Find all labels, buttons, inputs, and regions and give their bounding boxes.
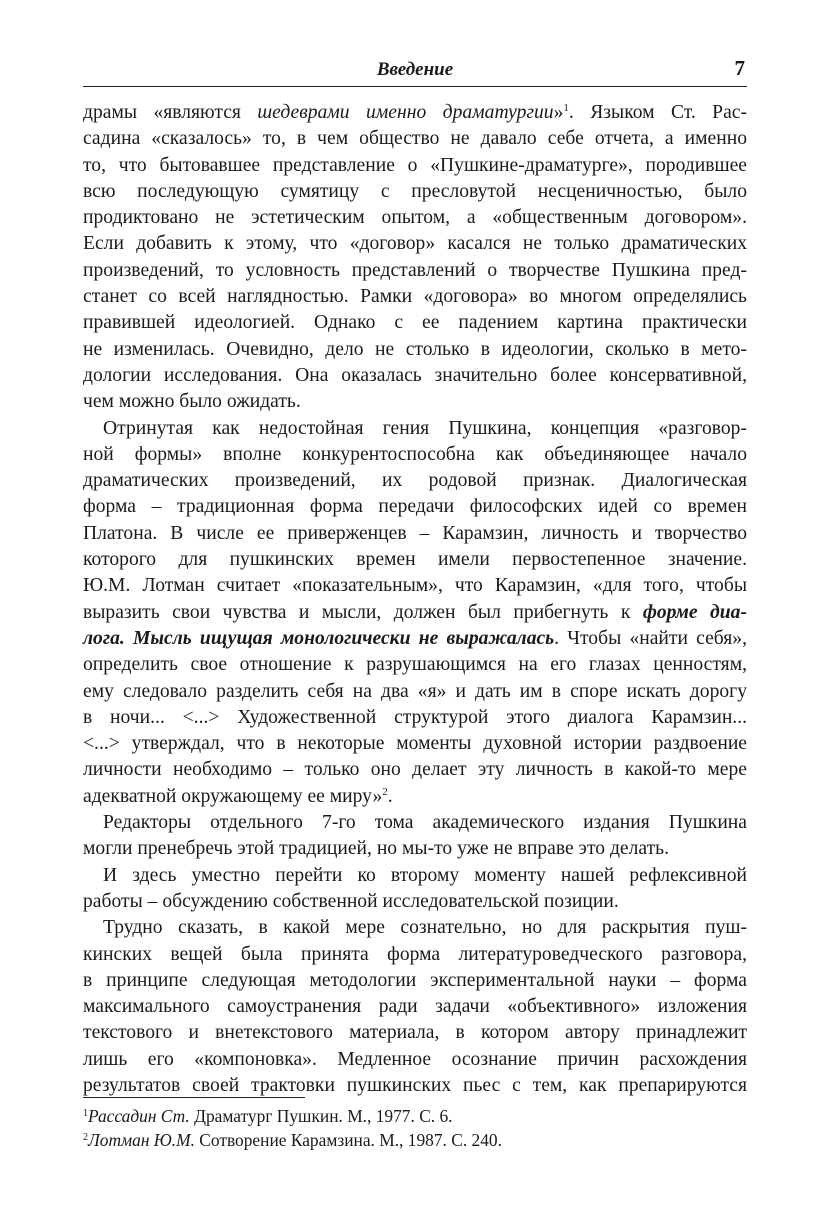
text-line: произведений, то условность представлений о творчестве Пушкина пред- [83,259,747,281]
text-line: в ночи... <...> Художественной структурой этого диалога Карамзин... [83,706,747,728]
text-line: не изменилась. Очевидно, дело не столько в идеологии, сколько в мето- [83,338,747,360]
text-line: продиктовано не эстетическим опытом, а «общественным договором». [83,207,747,229]
footnote-mark: 2 [83,1132,88,1143]
text-line: всю последующую сумятицу с пресловутой несценичностью, было [83,180,747,202]
text-line: в принципе следующая методологии экспериментальной науки – форма [83,969,747,991]
text-line: адекватной окружающему ее миру»$^2$. [83,785,393,807]
footnote-ref-2[interactable]: 2 [382,785,388,798]
text-line: садина «сказалось» то, в чем общество не давало себе отчета, а именно [83,128,747,150]
text-line: Если добавить к этому, что «договор» касался не только драматических [83,233,747,255]
footnote-2 [83,1128,747,1152]
text-line: лишь его «компоновка». Медленное осознание причин расхождения [83,1048,747,1070]
footnote-divider [83,1097,305,1098]
text-line: Редакторы отдельного 7-го тома академического издания Пушкина [103,812,747,834]
text-line: И здесь уместно перейти ко второму моменту нашей рефлексивной [103,864,747,886]
text-line: работы – обсуждению собственной исследовательской позиции. [83,890,619,912]
text-line: ной формы» вполне конкурентоспособна как объединяющее начало [83,443,747,465]
footnote-author: Лотман Ю.М. [88,1130,195,1150]
text-line: драмы «являются шедеврами именно драматургии»$^1$. Языком Ст. Рас- [83,102,747,123]
section-title: Введение [376,59,454,80]
text-line: личности необходимо – только оно делает эту личность в какой-то мере [83,759,747,781]
text-line: кинских вещей была принята форма литературоведческого разговора, [83,943,747,965]
text-line: результатов своей трактовки пушкинских пьес с тем, как препарируются [83,1074,747,1096]
text-line: определить свое отношение к разрушающимся на его глазах ценностям, [83,654,747,676]
text-line: чем можно было ожидать. [83,391,301,413]
running-header [83,52,747,87]
text-line: выразить свои чувства и мысли, должен был прибегнуть к форме диа- [83,601,747,623]
text-line: текстового и внетекстового материала, в котором автору принадлежит [83,1022,747,1044]
text-line: лога. Мысль ищущая монологически не выражалась. Чтобы «найти себя», [83,627,747,649]
emphasis: шедеврами именно драматургии [257,102,554,123]
text-line: правившей идеологией. Однако с ее падением картина практически [83,312,747,334]
text-line: Отринутая как недостойная гения Пушкина, концепция «разговор- [103,417,747,439]
footnote-1 [83,1104,747,1128]
body-text [83,100,747,1099]
text-line: которого для пушкинских времен имели первостепенное значение. [83,549,747,571]
footnote-text: Сотворение Карамзина. М., 1987. С. 240. [194,1130,502,1150]
text-line: драматических произведений, их родовой признак. Диалогическая [83,470,747,492]
emphasis-bold: форме диа- [642,601,747,623]
text-line: Платона. В числе ее приверженцев – Карамзин, личность и творчество [83,522,747,544]
footnotes [83,1104,747,1152]
text-line: Ю.М. Лотман считает «показательным», что Карамзин, «для того, чтобы [83,575,747,597]
page-number: 7 [734,56,745,80]
text-line: максимального самоустранения ради задачи «объективного» изложения [83,996,747,1018]
text-line: ему следовало разделить себя на два «я» и дать им в споре искать дорогу [83,680,747,702]
footnote-ref-1[interactable]: 1 [563,102,569,114]
footnote-author: Рассадин Ст. [88,1106,190,1126]
text-line: Трудно сказать, в какой мере сознательно, но для раскрытия пуш- [103,917,747,939]
text-line: <...> утверждал, что в некоторые моменты духовной истории раздвоение [83,733,747,755]
emphasis-bold: лога. Мысль ищущая монологически не выражалась [83,627,555,649]
text-line: дологии исследования. Она оказалась значительно более консервативной, [83,364,747,386]
text-line: форма – традиционная форма передачи философских идей со времен [83,496,747,518]
text-line: то, что бытовавшее представление о «Пушкине-драматурге», породившее [83,154,747,176]
text-line: станет со всей наглядностью. Рамки «договора» во многом определялись [83,286,747,308]
text-line: могли пренебречь этой традицией, но мы-то уже не вправе это делать. [83,838,669,860]
footnote-text: Драматург Пушкин. М., 1977. С. 6. [189,1106,453,1126]
footnote-mark: 1 [83,1108,88,1119]
